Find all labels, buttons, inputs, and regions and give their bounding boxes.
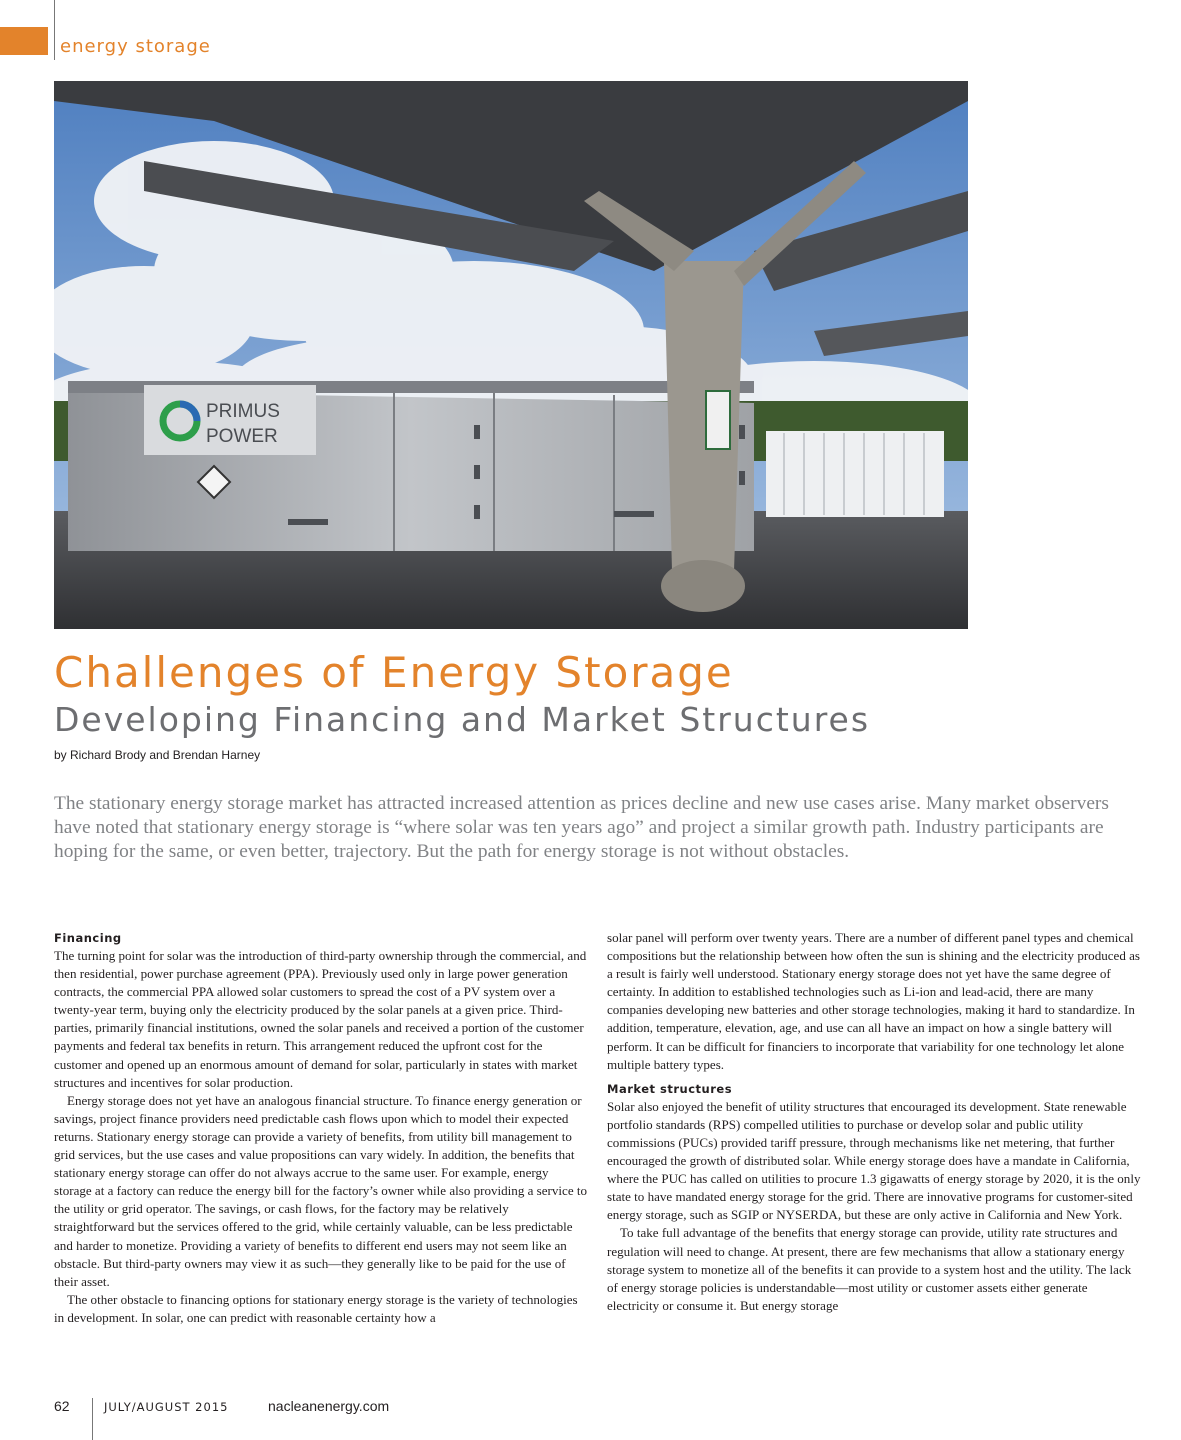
article-subtitle: Developing Financing and Market Structures bbox=[54, 700, 871, 739]
section-heading-market-structures: Market structures bbox=[607, 1081, 733, 1096]
paragraph: The turning point for solar was the introduction of third-party ownership through the commercial, and then residential, power purchase agreement (PPA). Previously used only in large power generation contracts, the commercial PPA allowed solar customers to spread the cost of a PV system over a twenty-year term, buying only the electricity produced by the solar panels at a given price. Third-parties, primarily financial institutions, owned the solar panels and received a portion of the customer payments and federal tax benefits in return. This arrangement reduced the upfront cost for the customer and opened up an enormous amount of demand for solar, particularly in states with market structures and incentives for solar production. bbox=[54, 948, 587, 1090]
hero-photo-illustration bbox=[54, 81, 968, 629]
body-column-right bbox=[607, 929, 1141, 1315]
logo-text-power: POWER bbox=[206, 426, 278, 447]
body-column-left bbox=[54, 929, 588, 1327]
footer-divider bbox=[92, 1398, 93, 1428]
footer-divider-lower bbox=[92, 1428, 93, 1440]
paragraph: The other obstacle to financing options for stationary energy storage is the variety of technologies in development. In solar, one can predict with reasonable certainty how a bbox=[54, 1291, 578, 1325]
header-divider bbox=[54, 0, 55, 60]
article-title: Challenges of Energy Storage bbox=[54, 648, 734, 697]
paragraph: Solar also enjoyed the benefit of utility structures that encouraged its development. State renewable portfolio standards (RPS) compelled utilities to purchase or develop solar and public utility commissions (PUCs) provided tariff pressure, through mechanisms like net metering, that further encouraged the growth of distributed solar. While energy storage does have a mandate in California, where the PUC has called on utilities to procure 1.3 gigawatts of energy storage by 2020, it is the only state to have mandated energy storage for the grid. There are innovative programs for customer-sited energy storage, such as SGIP or NYSERDA, but these are only active in California and New York. bbox=[607, 1098, 1141, 1223]
website-link[interactable]: nacleanenergy.com bbox=[268, 1398, 390, 1414]
paragraph: solar panel will perform over twenty years. There are a number of different panel types and chemical compositions but the relationship between how often the sun is shining and the electricity produced as a result is fairly well understood. Stationary energy storage does not yet have the same degree of certainty. In addition to established technologies such as Li-ion and lead-acid, there are many companies developing new batteries and other storage technologies, making it hard to standardize. In addition, temperature, elevation, age, and use can all have an impact on how a single battery will perform. It can be difficult for financiers to incorporate that variability for one technology let alone multiple battery types. bbox=[607, 930, 1140, 1072]
logo-text-primus: PRIMUS bbox=[206, 401, 280, 422]
hero-photo bbox=[54, 81, 968, 629]
section-tab-block bbox=[0, 27, 48, 55]
paragraph: Energy storage does not yet have an analogous financial structure. To finance energy generation or savings, project finance providers need predictable cash flows upon which to model their expected returns. Stationary energy storage can provide a variety of benefits, from utility bill management to grid services, but the use cases and value propositions can vary widely. In addition, the benefits that stationary energy storage can offer do not always accrue to the same user. For example, energy storage at a factory can reduce the energy bill for the factory’s owner while also providing a service to the utility or grid operator. The savings, or cash flows, for the factory may be relatively straightforward but the services offered to the grid, while certainly valuable, can be less predictable and harder to monetize. Providing a variety of benefits to different end users may not seem like an obstacle. But third-party owners may view it as such—they generally like to be paid for the use of their asset. bbox=[54, 1092, 588, 1289]
section-heading-financing: Financing bbox=[54, 931, 122, 945]
intro-paragraph: The stationary energy storage market has attracted increased attention as prices decline and new use cases arise. Many market observers have noted that stationary energy storage is “where solar was ten years ago” and project a similar growth path. Industry participants are hoping for the same, or even better, trajectory. But the path for energy storage is not without obstacles. bbox=[54, 793, 1109, 862]
section-label: energy storage bbox=[60, 36, 211, 57]
byline: by Richard Brody and Brendan Harney bbox=[54, 748, 261, 762]
issue-date: JULY/AUGUST 2015 bbox=[104, 1400, 229, 1414]
paragraph: To take full advantage of the benefits that energy storage can provide, utility rate structures and regulation will need to change. At present, there are few mechanisms that allow a stationary energy storage system to monetize all of the benefits it can provide to a system host and the utility. The lack of energy storage policies is understandable—most utility or customer assets either generate electricity or consume it. But energy storage bbox=[607, 1225, 1132, 1313]
page-number: 62 bbox=[54, 1398, 70, 1414]
